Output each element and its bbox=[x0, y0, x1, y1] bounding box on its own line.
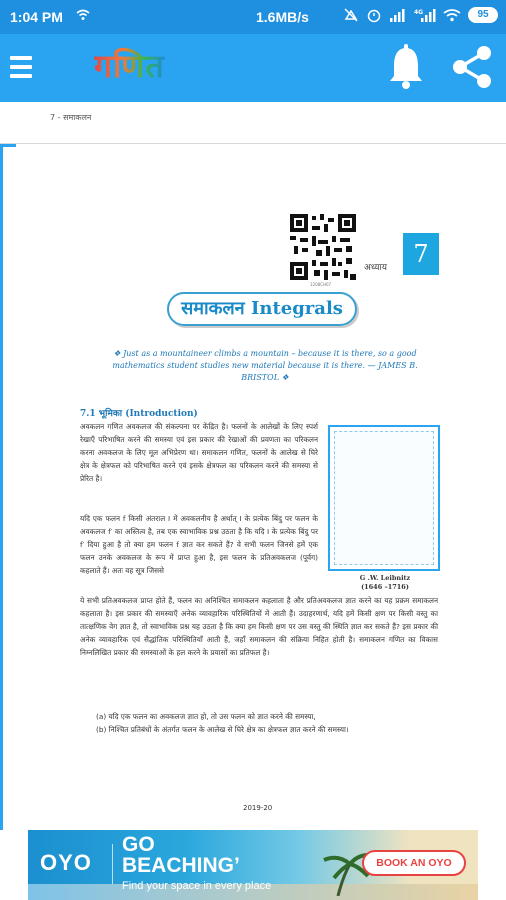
document-page[interactable] bbox=[0, 102, 506, 830]
ad-divider bbox=[112, 844, 113, 884]
paragraph-3: ये सभी प्रतिअवकलज प्राप्त होते हैं, फलन का अनिश्चित समाकलन कहलाता है और प्रतिअवकलज ज्ञात करने का यह प्रक्रम समाकलन कहलाता है। इस प्रकार की समस्याएँ अनेक व्यावहारिक परिस्थितियों में आती हैं। उदाहरणार्थ, यदि हमें किसी क्षण पर किसी वस्तु का तात्क्षणिक वेग ज्ञात है, तो स्वाभाविक प्रश्न यह उठता है कि क्या हम किसी क्षण पर उस वस्तु की स्थिति ज्ञात कर सकते हैं? इस प्रकार की अनेक व्यावहारिक एवं सैद्धांतिक परिस्थितियाँ आती हैं, जहाँ समाकलन की संक्रिया निहित होती है। समाकलन गणित का विकास निम्नलिखित प्रकार की समस्याओं के हल करने के प्रयासों का प्रतिफल है। bbox=[80, 596, 438, 657]
alarm-icon bbox=[366, 7, 382, 23]
portrait-frame bbox=[328, 425, 440, 571]
portrait-name: G .W. Leibnitz bbox=[359, 574, 411, 582]
epigraph-quote: ❖ Just as a mountaineer climbs a mountain – because it is there, so a good mathematics student studies new material because it is there. — JAMES B. BRISTOL ❖ bbox=[112, 349, 418, 382]
portrait-image bbox=[334, 431, 434, 565]
page-header bbox=[0, 102, 506, 144]
portrait-years: (1646 –1716) bbox=[361, 583, 409, 591]
svg-text:4G: 4G bbox=[414, 9, 424, 16]
network-speed: 1.6MB/s bbox=[256, 9, 309, 25]
clock: 1:04 PM bbox=[10, 9, 63, 25]
chapter-number-badge: 7 bbox=[403, 233, 439, 275]
mute-icon bbox=[343, 7, 359, 23]
ad-tagline: Find your space in every place bbox=[122, 880, 272, 892]
page-edge-rule bbox=[0, 144, 16, 830]
battery-indicator: 95 bbox=[468, 7, 498, 23]
ad-headline bbox=[122, 834, 240, 876]
page-footer: 2019-20 bbox=[243, 804, 273, 812]
book-now-button[interactable]: BOOK AN OYO bbox=[362, 850, 466, 876]
wifi-icon bbox=[76, 8, 90, 22]
portrait-caption bbox=[355, 574, 415, 592]
status-bar bbox=[0, 0, 506, 34]
ad-headline-line-2: BEACHING’ bbox=[122, 854, 240, 877]
wifi-icon bbox=[443, 8, 461, 22]
app-bar bbox=[0, 34, 506, 102]
problem-list bbox=[96, 711, 438, 736]
signal-icon bbox=[389, 8, 407, 22]
hamburger-menu-icon[interactable] bbox=[10, 56, 32, 80]
signal-4g-icon bbox=[414, 8, 436, 22]
running-header: 7 - समाकलन bbox=[50, 113, 92, 122]
qr-caption: 1208CH07 bbox=[310, 282, 332, 287]
share-icon[interactable] bbox=[448, 44, 496, 90]
list-item: (a) यदि एक फलन का अवकलज ज्ञात हो, तो उस फलन को ज्ञात करने की समस्या, bbox=[96, 712, 316, 721]
app-title: गणित bbox=[94, 44, 165, 87]
notification-bell-icon[interactable] bbox=[386, 44, 426, 90]
chapter-title: समाकलन Integrals bbox=[167, 292, 357, 326]
list-item: (b) निश्चित प्रतिबंधों के अंतर्गत फलन के आलेख से घिरे क्षेत्र का क्षेत्रफल ज्ञात करने की समस्या। bbox=[96, 724, 349, 734]
ad-brand-logo: OYO bbox=[40, 850, 92, 875]
section-heading: 7.1 भूमिका (Introduction) bbox=[80, 409, 198, 419]
paragraph-2: यदि एक फलन f किसी अंतराल I में अवकलनीय है अर्थात् I के प्रत्येक बिंदु पर फलन के अवकलज f′ का अस्तित्व है, तब एक स्वाभाविक प्रश्न उठता है कि यदि I के प्रत्येक बिंदु पर f′ दिया हुआ है तो क्या हम फलन f ज्ञात कर सकते हैं? वे सभी फलन जिनसे हमें एक फलन उनके अवकलज के रूप में प्राप्त हुआ है, इस फलन के प्रतिअवकलज (पूर्वग) कहलाते हैं। अतः वह सूत्र जिससे bbox=[80, 514, 318, 575]
ad-headline-line-1: GO bbox=[122, 833, 155, 856]
paragraph-1: अवकलन गणित अवकलज की संकल्पना पर केंद्रित है। फलनों के आलेखों के लिए स्पर्श रेखाएँ परिभाषित करने की समस्या एवं इस प्रकार की रेखाओं की प्रवणता का परिकलन करना अवकलज के लिए मूल अभिप्रेरण था। समाकलन गणित, फलनों के आलेख से घिरे क्षेत्र के क्षेत्रफल को परिभाषित करने एवं इसके क्षेत्रफल का परिकलन करने की समस्या से प्रेरित है। bbox=[80, 422, 318, 483]
chapter-label: अध्याय bbox=[364, 263, 388, 273]
advertisement-banner[interactable] bbox=[28, 830, 478, 900]
qr-code-icon bbox=[290, 214, 356, 280]
